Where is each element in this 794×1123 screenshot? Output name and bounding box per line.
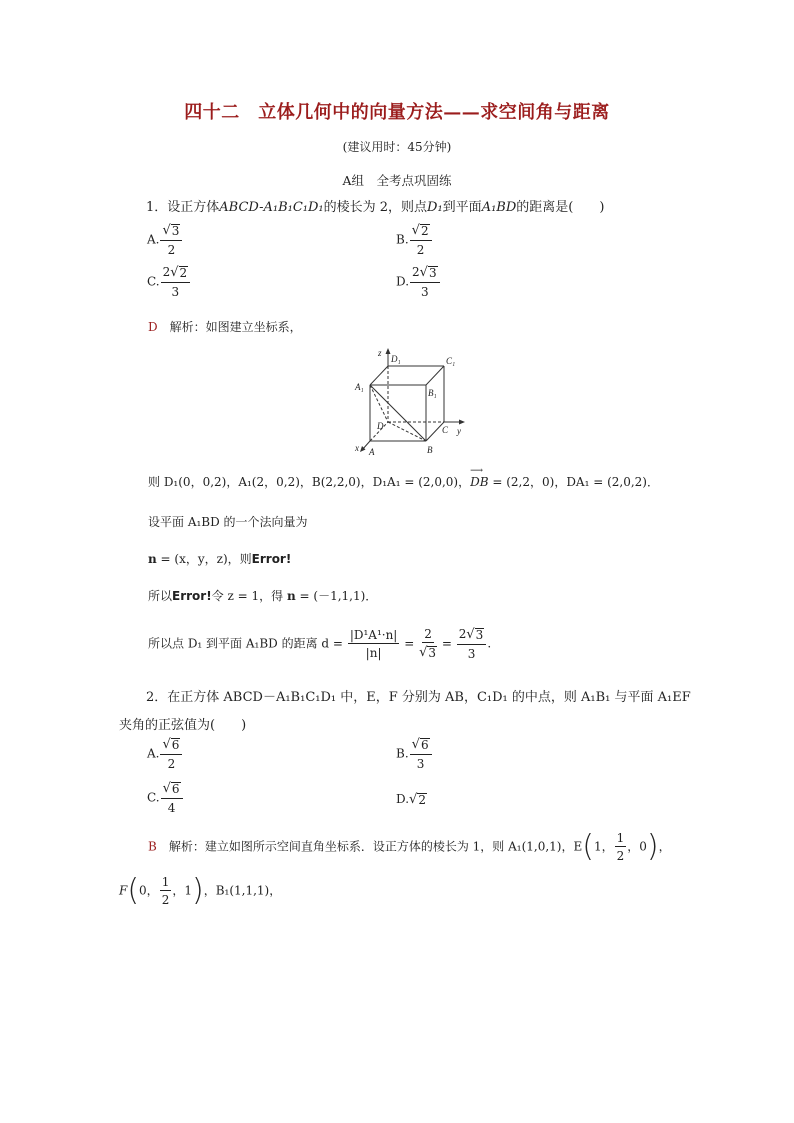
q2-stem-line2: 夹角的正弦值为( ) — [119, 718, 247, 733]
label-z: z — [378, 348, 382, 358]
label-b: B — [427, 445, 433, 455]
q2-solution-line1: B 解析：建立如图所示空间直角坐标系．设正方体的棱长为 1，则 A₁(1,0,1)，E(1， $\frac{1}{2}$ ，0)， — [148, 829, 671, 864]
page-title: 四十二 立体几何中的向量方法——求空间角与距离 — [184, 102, 610, 123]
edge-a1d1 — [370, 366, 388, 385]
edge-a1d — [370, 385, 388, 422]
label-d: D — [377, 421, 384, 431]
label-x: x — [355, 443, 359, 453]
label-a: A — [369, 447, 375, 457]
label-a1: A₁ — [355, 382, 364, 392]
q2-solution-line2: F(0， $\frac{1}{2}$ ，1)，B₁(1,1,1)， — [119, 873, 282, 908]
q1-normal-n-line: n = (x，y，z)，则Error! — [148, 552, 292, 566]
q1-option-c: C. 2 √ 2 3 — [147, 266, 191, 298]
q2-answer: B — [148, 839, 157, 854]
q2-stem-line1: 2．在正方体 ABCD－A₁B₁C₁D₁ 中，E，F 分别为 AB，C₁D₁ 的中点，则 A₁B₁ 与平面 A₁EF — [146, 690, 691, 705]
label-y: y — [457, 426, 461, 436]
label-d1: D₁ — [391, 354, 401, 364]
edge-b1c1 — [426, 366, 444, 385]
q1-answer: D — [148, 320, 158, 334]
z-arrow — [386, 348, 391, 354]
label-c1: C₁ — [446, 356, 456, 366]
q1-distance-line: 所以点 D₁ 到平面 A₁BD 的距离 d = $\frac{\text{|D¹A¹·n|}}{|n|}$ = 2 √ 3 = 2 √ 3 3 . — [148, 627, 492, 661]
group-label: A组 全考点巩固练 — [342, 173, 452, 188]
label-c: C — [442, 425, 449, 435]
q1-option-b: B. √ 2 2 — [396, 224, 433, 256]
q1-coordinates-line: 则 D₁(0，0,2)，A₁(2，0,2)，B(2,2,0)，D₁A₁ = (2,0,0)， ⟶ DB = (2,2，0)，DA₁ = (2,0,2)． — [148, 466, 659, 489]
q1-stem: 1．设正方体ABCD-A₁B₁C₁D₁的棱长为 2，则点D₁到平面A₁BD的距离是( ) — [146, 200, 605, 215]
y-arrow — [459, 420, 465, 425]
q1-option-a: A. √ 3 2 — [147, 224, 183, 256]
q1-solve-line: 所以Error!令 z = 1，得 n = (－1,1,1)． — [148, 589, 378, 603]
cube-coordinate-figure — [350, 345, 475, 460]
q2-option-c: C. √ 6 4 — [147, 782, 184, 814]
q2-option-b: B. √ 6 3 — [396, 738, 433, 770]
q1-normal-vector-line: 设平面 A₁BD 的一个法向量为 — [148, 515, 308, 529]
q2-option-a: A. √ 6 2 — [147, 738, 183, 770]
q1-option-d: D. 2 √ 3 3 — [396, 266, 441, 298]
edge-db — [388, 422, 426, 441]
q2-option-d: D. √ 2 — [396, 792, 426, 807]
q1-solution-intro: D 解析：如图建立坐标系， — [148, 320, 302, 334]
distance-fraction: $\frac{\text{|D¹A¹·n|}}{|n|}$ — [349, 627, 398, 660]
suggested-time: (建议用时：45分钟) — [342, 140, 452, 154]
label-b1: B₁ — [428, 388, 437, 398]
